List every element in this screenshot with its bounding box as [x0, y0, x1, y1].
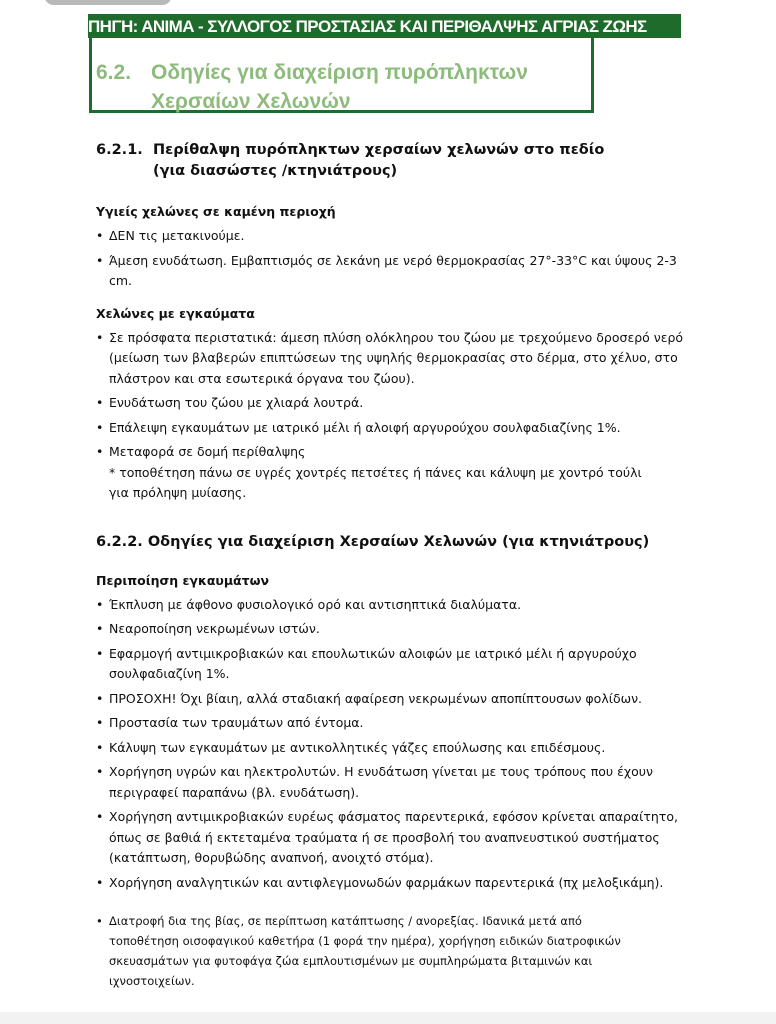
list-item: • Εφαρμογή αντιμικροβιακών και επουλωτικών αλοιφών με ιατρικό μέλι ή αργυρούχο σουλφαδιαζίνη 1%. [96, 644, 686, 685]
list-item: • Άμεση ενυδάτωση. Εμβαπτισμός σε λεκάνη με νερό θερμοκρασίας 27°-33°C και ύψους 2-3 cm. [96, 251, 686, 292]
subsection-title: (για διασώστες /κτηνιάτρους) [153, 163, 398, 179]
source-banner: ΠΗΓΗ: ΑΝΙΜΑ - ΣΥΛΛΟΓΟΣ ΠΡΟΣΤΑΣΙΑΣ ΚΑΙ ΠΕΡΙΘΑΛΨΗΣ ΑΓΡΙΑΣ ΖΩΗΣ [88, 14, 681, 38]
list-item: • Κάλυψη των εγκαυμάτων με αντικολλητικές γάζες επούλωσης και επιδέσμους. [96, 738, 686, 759]
burns-heading: Χελώνες με εγκαύματα [96, 305, 255, 321]
section-title-line: Οδηγίες για διαχείριση πυρόπληκτων [151, 61, 528, 84]
care-heading: Περιποίηση εγκαυμάτων [96, 572, 269, 588]
list-item: • Χορήγηση αντιμικροβιακών ευρέως φάσματος παρεντερικά, εφόσον κρίνεται απαραίτητο, όπως σε βαθιά ή εκτεταμένα τραύματα ή σε προσβολή του αναπνευστικού συστήματος (κατάπτωση, θορυβώδης αναπνοή, ανοιχτό στόμα). [96, 807, 686, 869]
viewer-tab[interactable] [44, 0, 172, 5]
nutrition-list [96, 911, 686, 991]
list-item: • Επάλειψη εγκαυμάτων με ιατρικό μέλι ή αλοιφή αργυρούχου σουλφαδιαζίνης 1%. [96, 418, 686, 439]
burns-list [96, 328, 686, 463]
list-item: • Ενυδάτωση του ζώου με χλιαρά λουτρά. [96, 393, 686, 414]
subsection-number: 6.2.1. [96, 142, 143, 158]
burns-note: * τοποθέτηση πάνω σε υγρές χοντρές πετσέτες ή πάνες και κάλυψη με χοντρό τούλι για πρόληψη μυίασης. [109, 464, 642, 500]
subsection-6-2-1-heading [96, 140, 686, 182]
healthy-list [96, 226, 686, 292]
subsection-6-2-2-heading: 6.2.2. Οδηγίες για διαχείριση Χερσαίων Χελωνών (για κτηνιάτρους) [96, 533, 650, 550]
section-title-line: Χερσαίων Χελωνών [151, 90, 351, 113]
care-list [96, 595, 686, 894]
list-item: • Έκπλυση με άφθονο φυσιολογικό ορό και αντισηπτικά διαλύματα. [96, 595, 686, 616]
next-page-edge [0, 1012, 776, 1024]
list-item: • Μεταφορά σε δομή περίθαλψης [96, 442, 686, 463]
list-item: • Προστασία των τραυμάτων από έντομα. [96, 713, 686, 734]
document-body [96, 140, 686, 995]
section-number: 6.2. [96, 61, 132, 84]
list-item: • Χορήγηση αναλγητικών και αντιφλεγμονωδών φαρμάκων παρεντερικά (πχ μελοξικάμη). [96, 873, 686, 894]
list-item: • Νεαροποίηση νεκρωμένων ιστών. [96, 619, 686, 640]
list-item: • Σε πρόσφατα περιστατικά: άμεση πλύση ολόκληρου του ζώου με τρεχούμενο δροσερό νερό (μείωση των βλαβερών επιπτώσεων της υψηλής θερμοκρασίας στο δέρμα, στο χέλυο, στο πλάστρον και στα εσωτερικά όργανα του ζώου). [96, 328, 686, 390]
list-item: • ΔΕΝ τις μετακινούμε. [96, 226, 686, 247]
list-item: • ΠΡΟΣΟΧΗ! Όχι βίαιη, αλλά σταδιακή αφαίρεση νεκρωμένων αποπίπτουσων φολίδων. [96, 689, 686, 710]
list-item: • Διατροφή δια της βίας, σε περίπτωση κατάπτωσης / ανορεξίας. Ιδανικά μετά από τοποθέτηση οισοφαγικού καθετήρα (1 φορά την ημέρα), χορήγηση ειδικών διατροφικών σκευασμάτων για φυτοφάγα ζώα εμπλουτισμένων με συμπληρώματα βιταμινών και ιχνοστοιχείων. [96, 911, 646, 991]
subsection-title: Περίθαλψη πυρόπληκτων χερσαίων χελωνών στο πεδίο [153, 142, 605, 158]
list-item: • Χορήγηση υγρών και ηλεκτρολυτών. Η ενυδάτωση γίνεται με τους τρόπους που έχουν περιγραφεί παραπάνω (βλ. ενυδάτωση). [96, 762, 686, 803]
section-title [96, 58, 528, 116]
healthy-heading: Υγιείς χελώνες σε καμένη περιοχή [96, 204, 336, 219]
